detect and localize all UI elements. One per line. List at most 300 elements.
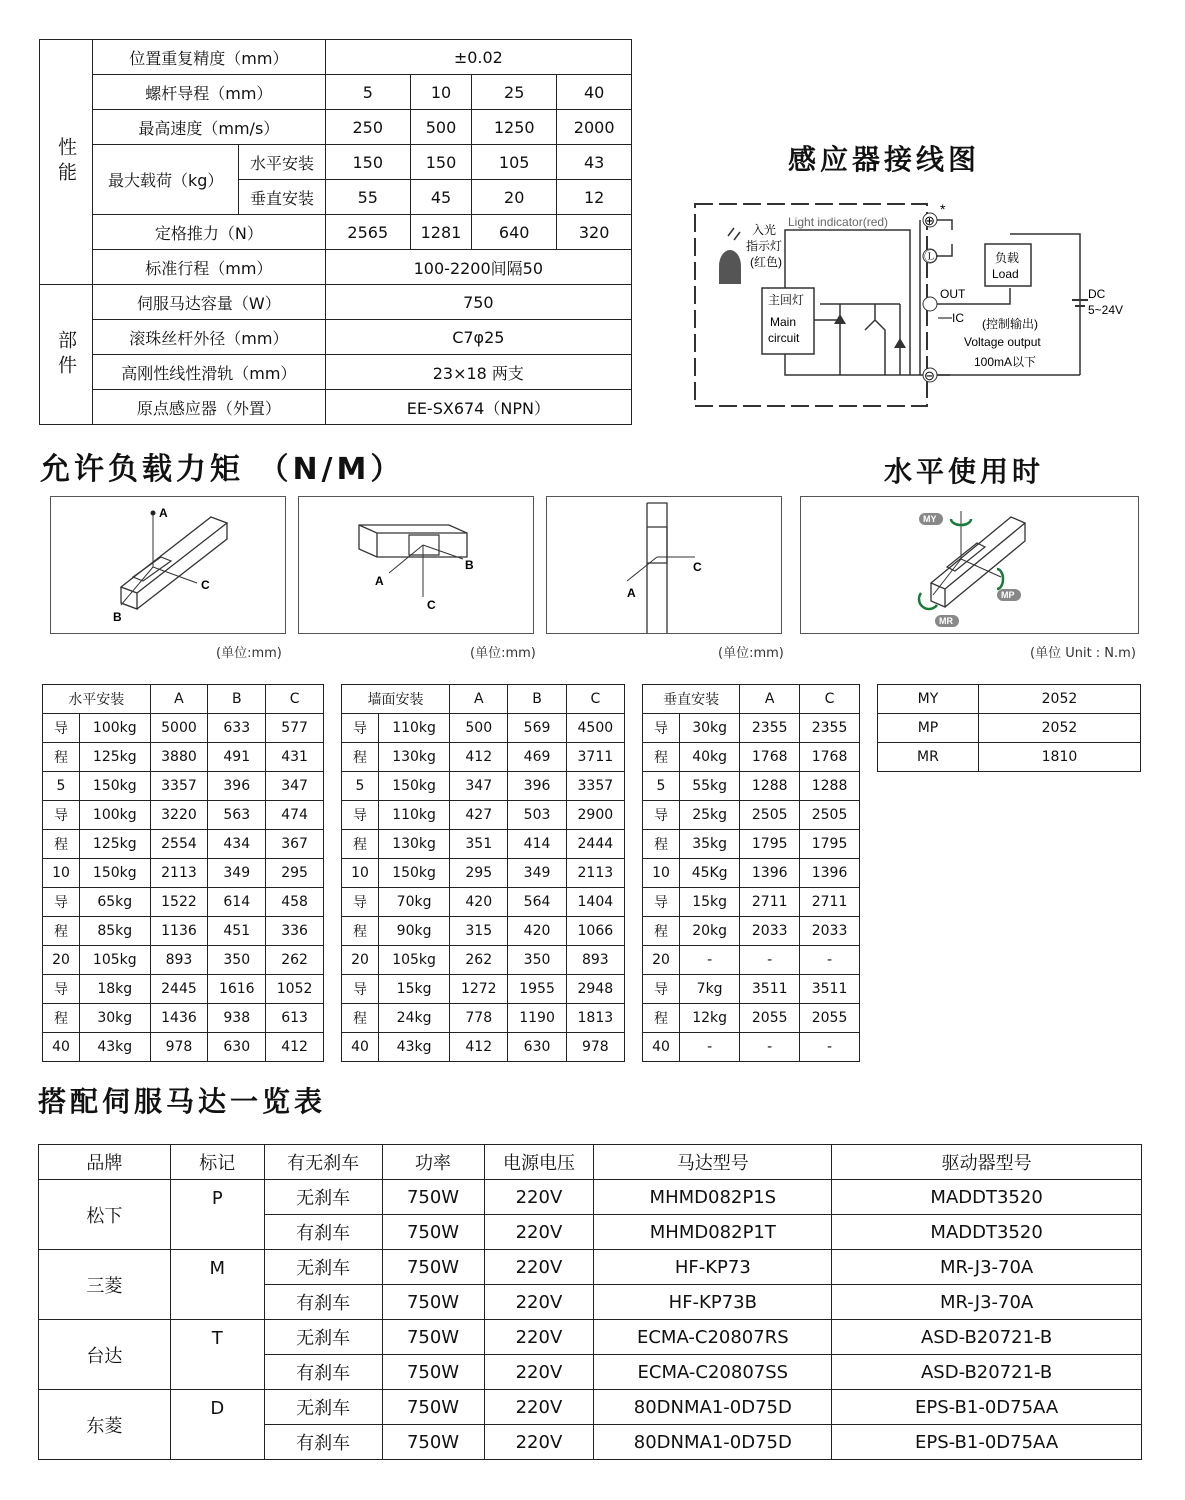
dc-range-text: 5~24V: [1088, 303, 1124, 317]
table-row: [43, 1004, 324, 1033]
moment-cell: 778: [450, 1004, 508, 1033]
thrust-value: 2565: [325, 215, 410, 250]
moment-cell: 431: [266, 743, 324, 772]
lead-side-cell: 5: [342, 772, 379, 801]
motor-cell: 750W: [382, 1250, 484, 1285]
load-cell: 90kg: [379, 917, 450, 946]
lead-side-cell: 程: [643, 917, 680, 946]
motor-cell: MR-J3-70A: [832, 1285, 1142, 1320]
moment-cell: 2505: [740, 801, 800, 830]
lead-side-cell: 导: [643, 888, 680, 917]
moment-cell: 2711: [740, 888, 800, 917]
moment-cell: 420: [450, 888, 508, 917]
load-cell: 24kg: [379, 1004, 450, 1033]
header-axis: B: [208, 685, 266, 714]
moment-cell: 978: [150, 1033, 208, 1062]
load-cell: -: [680, 946, 740, 975]
rail-label: 高刚性线性滑轨（mm）: [93, 355, 326, 390]
main-en2-text: circuit: [768, 331, 800, 345]
moment-cell: 630: [208, 1033, 266, 1062]
lead-side-cell: 40: [643, 1033, 680, 1062]
speed-value: 500: [410, 110, 471, 145]
table-row: [643, 830, 860, 859]
load-cell: 45Kg: [680, 859, 740, 888]
lead-side-cell: 程: [342, 830, 379, 859]
moment-cell: 1522: [150, 888, 208, 917]
axis-b-label: B: [465, 558, 474, 572]
moment-cell: 412: [450, 1033, 508, 1062]
servo-label: 伺服马达容量（W）: [93, 285, 326, 320]
lead-side-cell: 导: [643, 975, 680, 1004]
moment-cell: 2948: [566, 975, 624, 1004]
moment-name: MY: [878, 685, 979, 714]
table-row: [643, 859, 860, 888]
moment-cell: 614: [208, 888, 266, 917]
load-cell: 150kg: [80, 772, 151, 801]
motor-cell: 80DNMA1-0D75D: [594, 1425, 832, 1460]
table-row: [643, 1004, 860, 1033]
moment-cell: 563: [208, 801, 266, 830]
table-row: [342, 1004, 625, 1033]
motor-cell: 无刹车: [264, 1180, 382, 1215]
table-row: [643, 714, 860, 743]
lead-side-cell: 5: [643, 772, 680, 801]
moment-values-table: [877, 684, 1141, 772]
moment-cell: 1768: [740, 743, 800, 772]
header-axis: C: [800, 685, 860, 714]
brand-cell: 三菱: [39, 1250, 171, 1320]
group-parts: 部件: [40, 285, 93, 425]
mark-cell: D: [170, 1390, 264, 1460]
thrust-value: 1281: [410, 215, 471, 250]
moment-cell: 564: [508, 888, 566, 917]
lead-side-cell: 导: [43, 801, 80, 830]
table-row: [39, 1180, 1142, 1215]
motor-cell: MADDT3520: [832, 1180, 1142, 1215]
header-axis: A: [740, 685, 800, 714]
load-cell: 110kg: [379, 801, 450, 830]
moment-cell: 350: [508, 946, 566, 975]
moment-cell: 978: [566, 1033, 624, 1062]
motor-cell: HF-KP73B: [594, 1285, 832, 1320]
unit-label: (单位:mm): [216, 646, 282, 661]
load-cn-text: 负载: [995, 251, 1020, 265]
table-row: [342, 975, 625, 1004]
motors-title: 搭配伺服马达一览表: [38, 1085, 327, 1118]
lead-side-cell: 程: [342, 743, 379, 772]
lead-side-cell: 导: [643, 801, 680, 830]
moment-cell: 434: [208, 830, 266, 859]
unit-label: (单位:mm): [718, 646, 784, 661]
moment-cell: 1136: [150, 917, 208, 946]
moment-cell: 2113: [150, 859, 208, 888]
lead-side-cell: 20: [643, 946, 680, 975]
moment-cell: 295: [266, 859, 324, 888]
load-h-value: 105: [472, 145, 557, 180]
motor-header: 驱动器型号: [832, 1145, 1142, 1180]
load-h-value: 43: [557, 145, 632, 180]
table-row: [643, 975, 860, 1004]
table-row: [342, 743, 625, 772]
moment-cell: 1396: [800, 859, 860, 888]
load-cell: 40kg: [680, 743, 740, 772]
table-row: [643, 946, 860, 975]
moment-value: 2052: [978, 685, 1140, 714]
load-v-value: 55: [325, 180, 410, 215]
vertical-moment-table: [642, 684, 860, 1062]
moment-cell: 938: [208, 1004, 266, 1033]
lead-side-cell: 导: [342, 888, 379, 917]
moment-cell: 474: [266, 801, 324, 830]
load-cell: 15kg: [680, 888, 740, 917]
load-cell: 43kg: [379, 1033, 450, 1062]
mark-cell: T: [170, 1320, 264, 1390]
moment-name: MP: [878, 714, 979, 743]
horizontal-mount-diagram: [50, 496, 286, 634]
moment-cell: 1052: [266, 975, 324, 1004]
motor-cell: 220V: [484, 1180, 594, 1215]
screw-value: C7φ25: [325, 320, 631, 355]
motor-table: [38, 1144, 1142, 1460]
moment-cell: 295: [450, 859, 508, 888]
servo-value: 750: [325, 285, 631, 320]
current-text: 100mA以下: [974, 355, 1037, 369]
stroke-value: 100-2200间隔50: [325, 250, 631, 285]
load-cell: 70kg: [379, 888, 450, 917]
moment-cell: 2355: [740, 714, 800, 743]
table-row: [39, 1320, 1142, 1355]
table-row: [39, 1390, 1142, 1425]
load-cell: 125kg: [80, 830, 151, 859]
moment-cell: 3880: [150, 743, 208, 772]
table-row: [43, 946, 324, 975]
moment-cell: 349: [208, 859, 266, 888]
moment-cell: 347: [266, 772, 324, 801]
mr-label: MR: [939, 616, 953, 626]
repeat-label: 位置重复精度（mm）: [93, 40, 326, 75]
lead-side-cell: 导: [342, 714, 379, 743]
horizontal-use-title: 水平使用时: [884, 455, 1045, 488]
moment-cell: 367: [266, 830, 324, 859]
header-mount: 墙面安装: [342, 685, 450, 714]
moment-cell: 1396: [740, 859, 800, 888]
rail-value: 23×18 两支: [325, 355, 631, 390]
moment-cell: 1404: [566, 888, 624, 917]
moment-cell: -: [740, 946, 800, 975]
moment-cell: 2055: [740, 1004, 800, 1033]
table-row: [43, 743, 324, 772]
table-row: [43, 714, 324, 743]
motor-cell: 有刹车: [264, 1425, 382, 1460]
motor-cell: MHMD082P1T: [594, 1215, 832, 1250]
moment-cell: 351: [450, 830, 508, 859]
lead-side-cell: 程: [643, 1004, 680, 1033]
lead-side-cell: 10: [342, 859, 379, 888]
motor-cell: EPS-B1-0D75AA: [832, 1390, 1142, 1425]
moment-cell: 469: [508, 743, 566, 772]
my-label: MY: [923, 514, 937, 524]
lead-value: 40: [557, 75, 632, 110]
moment-cell: 4500: [566, 714, 624, 743]
table-row: [43, 888, 324, 917]
table-row: [342, 888, 625, 917]
moment-cell: 500: [450, 714, 508, 743]
lead-side-cell: 20: [43, 946, 80, 975]
sensor-value: EE-SX674（NPN）: [325, 390, 631, 425]
load-cell: 85kg: [80, 917, 151, 946]
mp-rotate-icon: [997, 569, 1003, 589]
load-horizontal-label: 水平安装: [239, 145, 325, 180]
main-cn-text: 主回灯: [768, 293, 805, 307]
load-v-value: 45: [410, 180, 471, 215]
horizontal-moment-table: [42, 684, 324, 1062]
load-cell: 43kg: [80, 1033, 151, 1062]
load-cell: 130kg: [379, 743, 450, 772]
moment-cell: 1813: [566, 1004, 624, 1033]
red-text: (红色): [750, 255, 782, 269]
moment-cell: 458: [266, 888, 324, 917]
moment-cell: 630: [508, 1033, 566, 1062]
moment-cell: 1955: [508, 975, 566, 1004]
header-axis: B: [508, 685, 566, 714]
moment-cell: 5000: [150, 714, 208, 743]
thrust-label: 定格推力（N）: [93, 215, 326, 250]
lead-side-cell: 5: [43, 772, 80, 801]
mark-cell: M: [170, 1250, 264, 1320]
motor-cell: 220V: [484, 1320, 594, 1355]
moment-cell: 396: [208, 772, 266, 801]
load-cell: 130kg: [379, 830, 450, 859]
terminal-out-icon: [923, 297, 937, 311]
table-row: [342, 859, 625, 888]
thrust-value: 320: [557, 215, 632, 250]
main-en1-text: Main: [770, 315, 797, 329]
load-cell: 150kg: [379, 859, 450, 888]
motor-cell: 有刹车: [264, 1285, 382, 1320]
indicator-text: 指示灯: [746, 239, 783, 253]
table-row: [342, 946, 625, 975]
moment-cell: 2554: [150, 830, 208, 859]
motor-cell: 220V: [484, 1355, 594, 1390]
table-row: [43, 772, 324, 801]
load-cell: 125kg: [80, 743, 151, 772]
moment-cell: 577: [266, 714, 324, 743]
table-row: [342, 830, 625, 859]
lead-side-cell: 程: [43, 743, 80, 772]
load-cell: 65kg: [80, 888, 151, 917]
wiring-title: 感应器接线图: [788, 143, 981, 176]
mp-label: MP: [1001, 590, 1015, 600]
table-row: [342, 1033, 625, 1062]
moment-cell: 2055: [800, 1004, 860, 1033]
header-axis: C: [566, 685, 624, 714]
header-mount: 垂直安装: [643, 685, 740, 714]
moment-cell: 2033: [800, 917, 860, 946]
motor-cell: 750W: [382, 1285, 484, 1320]
unit-nm-label: (单位 Unit : N.m): [1030, 646, 1136, 661]
motor-cell: MADDT3520: [832, 1215, 1142, 1250]
motor-cell: 80DNMA1-0D75D: [594, 1390, 832, 1425]
motor-cell: 有刹车: [264, 1355, 382, 1390]
moment-cell: 2444: [566, 830, 624, 859]
table-row: [643, 888, 860, 917]
load-v-value: 20: [472, 180, 557, 215]
star-label: *: [940, 201, 946, 217]
moment-cell: 262: [266, 946, 324, 975]
header-axis: A: [150, 685, 208, 714]
out-label: OUT: [940, 287, 966, 301]
unit-label: (单位:mm): [470, 646, 536, 661]
load-cell: 105kg: [80, 946, 151, 975]
mark-cell: P: [170, 1180, 264, 1250]
motor-cell: 220V: [484, 1215, 594, 1250]
brand-cell: 松下: [39, 1180, 171, 1250]
moment-cell: 1436: [150, 1004, 208, 1033]
motor-cell: 750W: [382, 1390, 484, 1425]
motor-cell: 220V: [484, 1425, 594, 1460]
voltage-cn-text: (控制输出): [982, 317, 1038, 331]
lead-value: 10: [410, 75, 471, 110]
l-label: Ⓛ: [924, 249, 938, 264]
repeat-value: ±0.02: [325, 40, 631, 75]
table-row: [43, 830, 324, 859]
load-label: 最大载荷（kg）: [93, 145, 239, 215]
table-row: [643, 801, 860, 830]
moment-cell: 262: [450, 946, 508, 975]
load-cell: 150kg: [379, 772, 450, 801]
moment-cell: 1616: [208, 975, 266, 1004]
motor-header: 有无刹车: [264, 1145, 382, 1180]
speed-value: 2000: [557, 110, 632, 145]
table-row: [43, 859, 324, 888]
load-cell: 30kg: [80, 1004, 151, 1033]
stroke-label: 标准行程（mm）: [93, 250, 326, 285]
moment-cell: 1066: [566, 917, 624, 946]
moment-cell: 2445: [150, 975, 208, 1004]
table-row: [342, 714, 625, 743]
load-h-value: 150: [325, 145, 410, 180]
wall-moment-table: [341, 684, 625, 1062]
brand-cell: 东菱: [39, 1390, 171, 1460]
moment-cell: 336: [266, 917, 324, 946]
lead-label: 螺杆导程（mm）: [93, 75, 326, 110]
load-cell: 110kg: [379, 714, 450, 743]
motor-cell: 220V: [484, 1390, 594, 1425]
light-arrow-icon: [728, 228, 740, 240]
table-row: [643, 917, 860, 946]
motor-cell: 无刹车: [264, 1250, 382, 1285]
moment-cell: 347: [450, 772, 508, 801]
lead-side-cell: 程: [643, 830, 680, 859]
motor-cell: 220V: [484, 1285, 594, 1320]
moment-cell: 3220: [150, 801, 208, 830]
motor-cell: EPS-B1-0D75AA: [832, 1425, 1142, 1460]
motor-header: 品牌: [39, 1145, 171, 1180]
motor-cell: 750W: [382, 1180, 484, 1215]
load-en-text: Load: [992, 267, 1019, 281]
motor-cell: 750W: [382, 1425, 484, 1460]
motor-cell: ECMA-C20807RS: [594, 1320, 832, 1355]
moment-cell: 414: [508, 830, 566, 859]
moment-cell: 1795: [800, 830, 860, 859]
motor-cell: MR-J3-70A: [832, 1250, 1142, 1285]
motor-header: 电源电压: [484, 1145, 594, 1180]
moment-cell: 2113: [566, 859, 624, 888]
axis-a-label: A: [375, 574, 384, 588]
moment-cell: 1288: [740, 772, 800, 801]
voltage-en-text: Voltage output: [964, 335, 1041, 349]
lead-side-cell: 程: [342, 917, 379, 946]
table-row: [43, 917, 324, 946]
motor-cell: 750W: [382, 1320, 484, 1355]
table-row: [39, 1250, 1142, 1285]
load-cell: 105kg: [379, 946, 450, 975]
group-performance: 性能: [40, 40, 93, 285]
moment-cell: 451: [208, 917, 266, 946]
motor-cell: 750W: [382, 1215, 484, 1250]
mr-rotate-icon: [919, 593, 937, 609]
load-vertical-label: 垂直安装: [239, 180, 325, 215]
lead-side-cell: 导: [643, 714, 680, 743]
motor-cell: ASD-B20721-B: [832, 1355, 1142, 1390]
table-row: [643, 1033, 860, 1062]
moment-value: 1810: [978, 743, 1140, 772]
moment-cell: 3357: [566, 772, 624, 801]
speed-value: 1250: [472, 110, 557, 145]
axis-c-label: C: [201, 578, 210, 592]
motor-header: 标记: [170, 1145, 264, 1180]
moment-cell: -: [800, 1033, 860, 1062]
moment-cell: 503: [508, 801, 566, 830]
lead-side-cell: 程: [342, 1004, 379, 1033]
lead-side-cell: 程: [43, 830, 80, 859]
spec-table: [39, 39, 632, 425]
moment-cell: 1795: [740, 830, 800, 859]
moment-cell: 2711: [800, 888, 860, 917]
lead-side-cell: 程: [43, 917, 80, 946]
load-cell: 7kg: [680, 975, 740, 1004]
dc-text: DC: [1088, 287, 1106, 301]
moment-cell: 491: [208, 743, 266, 772]
moment-cell: 349: [508, 859, 566, 888]
motor-cell: ASD-B20721-B: [832, 1320, 1142, 1355]
moment-cell: 427: [450, 801, 508, 830]
axis-c-label: C: [427, 598, 436, 612]
lead-side-cell: 导: [342, 801, 379, 830]
moment-cell: 1288: [800, 772, 860, 801]
table-row: [643, 772, 860, 801]
motor-cell: 有刹车: [264, 1215, 382, 1250]
axis-a-label: A: [159, 506, 168, 520]
moment-cell: 2033: [740, 917, 800, 946]
moment-cell: 569: [508, 714, 566, 743]
thrust-value: 640: [472, 215, 557, 250]
header-axis: A: [450, 685, 508, 714]
motor-header: 马达型号: [594, 1145, 832, 1180]
moment-cell: 3511: [800, 975, 860, 1004]
lead-value: 5: [325, 75, 410, 110]
moment-cell: 3711: [566, 743, 624, 772]
moment-cell: 613: [266, 1004, 324, 1033]
screw-label: 滚珠丝杆外径（mm）: [93, 320, 326, 355]
moment-cell: 893: [566, 946, 624, 975]
lead-side-cell: 程: [43, 1004, 80, 1033]
lead-side-cell: 40: [342, 1033, 379, 1062]
moment-cell: 396: [508, 772, 566, 801]
plus-label: ⊕: [924, 213, 935, 228]
moment-cell: 412: [450, 743, 508, 772]
moment-cell: 1190: [508, 1004, 566, 1033]
